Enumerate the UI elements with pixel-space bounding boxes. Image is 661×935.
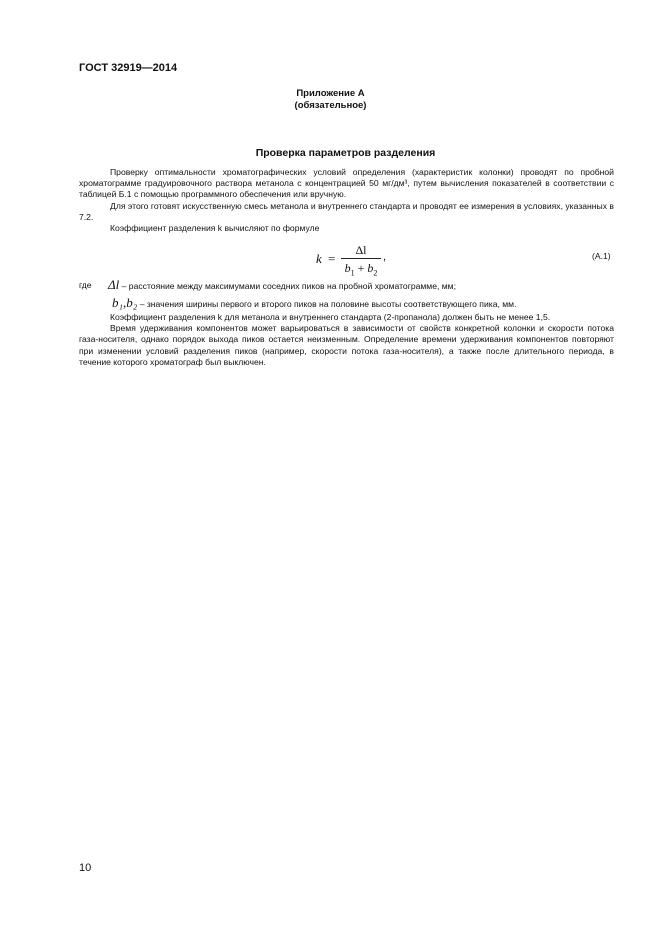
section-title: Проверка параметров разделения [255, 147, 436, 159]
appendix-heading [0, 88, 661, 112]
formula-lhs: k [316, 251, 322, 266]
where-row-2 [112, 295, 516, 311]
body-block-1 [79, 167, 614, 234]
paragraph-5: Время удерживания компонентов может варьироваться в зависимости от свойств конкретной колонки и скорости потока газа-носителя, однако порядок выхода пиков остается неизменным. Определение времени удерживания компонентов повторяют при изменении условий разделения пиков (например, скорости потока газа-носителя), а также после длительного периода, в течение которого хроматограф был выключен. [79, 323, 614, 367]
paragraph-4: Коэффициент разделения k для метанола и внутреннего стандарта (2-пропанола) должен быть не менее 1,5. [110, 312, 551, 322]
where-row-1 [108, 277, 456, 293]
page-number: 10 [79, 862, 92, 874]
formula-number: (A.1) [592, 251, 611, 261]
where-desc-2: – значения ширины первого и второго пиков на половине высоты соответствующего пика, мм. [139, 299, 517, 309]
formula-fraction [341, 243, 381, 278]
body-block-2 [79, 312, 614, 368]
formula-a1 [0, 243, 661, 277]
where-desc-1: – расстояние между максимумами соседних пиков на пробной хроматограмме, мм; [121, 281, 456, 291]
where-label: где [79, 280, 92, 290]
formula-comma: , [383, 251, 387, 263]
paragraph-3: Коэффициент разделения k вычисляют по формуле [110, 223, 320, 234]
where-symbol-2: b₁,b₂ [112, 295, 138, 310]
formula-equals: = [328, 251, 336, 266]
fraction-bar [341, 258, 381, 259]
appendix-title: Приложение А [296, 88, 365, 99]
formula-denominator: $b_1 + b_2$ [344, 261, 378, 278]
standard-header: ГОСТ 32919—2014 [79, 62, 178, 74]
formula-numerator: Δl [355, 243, 367, 257]
paragraph-1: Проверку оптимальности хроматографических условий определения (характеристик колонки) проводят по пробной хроматограмме градуировочного раствора метанола с концентрацией 50 мг/дм³, путем вычисления показателей в соответствии с таблицей Б.1 с помощью программного обеспечения или вручную. [79, 167, 614, 200]
paragraph-2: Для этого готовят искусственную смесь метанола и внутреннего стандарта и проводят ее измерения в условиях, указанных в 7.2. [79, 200, 614, 222]
where-symbol-1: Δl [108, 277, 120, 292]
appendix-status: (обязательное) [294, 100, 367, 111]
